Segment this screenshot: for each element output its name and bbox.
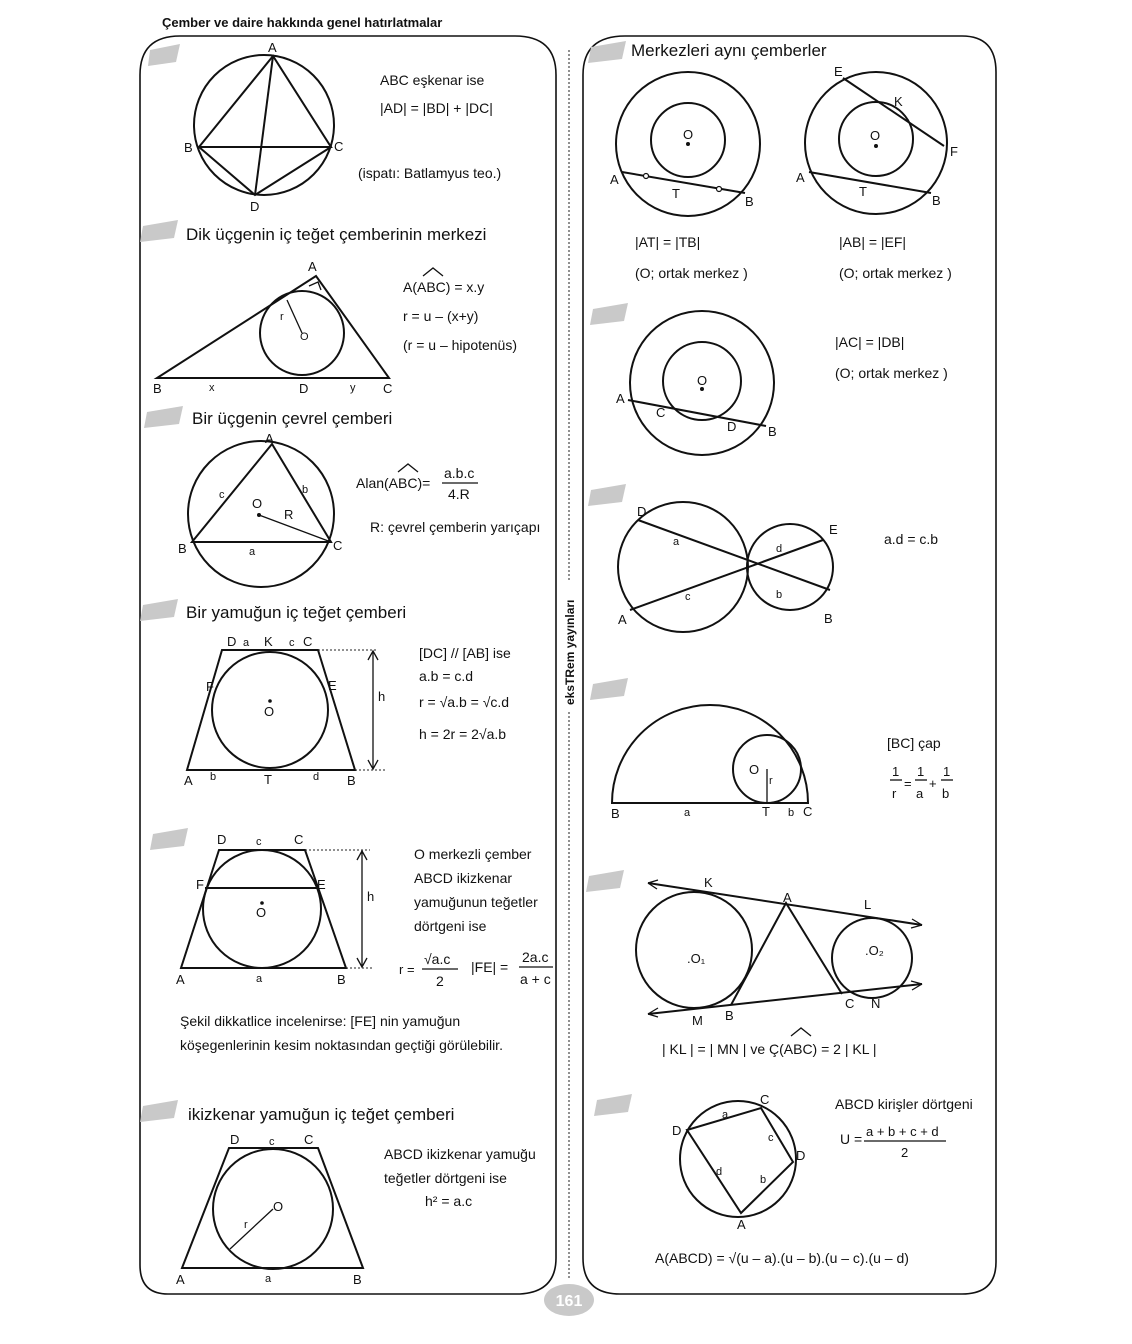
svg-text:D: D — [230, 1132, 240, 1147]
svg-text:O: O — [870, 128, 881, 143]
formula: √a.c — [424, 951, 451, 967]
svg-text:+: + — [929, 776, 937, 791]
svg-text:C: C — [294, 832, 304, 847]
svg-text:A: A — [610, 172, 619, 187]
svg-text:B: B — [337, 972, 346, 987]
svg-text:O: O — [300, 331, 309, 343]
svg-text:A: A — [308, 259, 317, 274]
figure-circumcircle — [178, 431, 342, 587]
page-number: 161 — [555, 1293, 583, 1310]
formula: (r = u – hipotenüs) — [403, 337, 518, 353]
side-label: eksTRem yayınları — [563, 599, 577, 705]
book-icon — [586, 870, 624, 892]
svg-text:c: c — [768, 1132, 774, 1144]
svg-text:A: A — [265, 431, 274, 446]
svg-text:A: A — [783, 890, 792, 905]
text-line: R: çevrel çemberin yarıçapı — [370, 519, 541, 535]
svg-text:O: O — [749, 762, 760, 777]
formula: Alan(ABC)= — [356, 475, 431, 491]
section-title: Dik üçgenin iç teğet çemberinin merkezi — [186, 225, 487, 244]
svg-text:A: A — [184, 773, 193, 788]
figure-trapezoid-incircle — [184, 634, 385, 788]
label: C — [334, 139, 344, 154]
svg-text:a: a — [243, 637, 250, 649]
figure-concentric-secant — [616, 311, 777, 455]
formula: 2 — [901, 1145, 909, 1160]
svg-text:b: b — [760, 1174, 767, 1186]
formula: U = — [840, 1131, 863, 1147]
figure-concentric-tangent — [610, 72, 760, 216]
svg-text:D: D — [217, 832, 227, 847]
note-line: Şekil dikkatlice incelenirse: [FE] nin yamuğun — [180, 1013, 461, 1029]
svg-text:D: D — [299, 381, 309, 396]
formula: a.b.c — [444, 465, 475, 481]
svg-text:E: E — [317, 877, 326, 892]
svg-text:b: b — [210, 771, 217, 783]
svg-text:C: C — [656, 405, 666, 420]
svg-text:M: M — [692, 1013, 703, 1028]
book-icon — [594, 1094, 632, 1116]
text-line: dörtgeni ise — [414, 918, 487, 934]
svg-text:r: r — [280, 311, 284, 323]
svg-text:c: c — [219, 489, 225, 501]
book-icon — [140, 1100, 178, 1122]
svg-text:C: C — [383, 381, 393, 396]
svg-text:A: A — [618, 612, 627, 627]
svg-text:b: b — [788, 807, 795, 819]
reciprocal-formula — [890, 764, 953, 801]
svg-text:C: C — [760, 1092, 770, 1107]
formula: a.d = c.b — [884, 531, 939, 547]
svg-text:F: F — [206, 679, 214, 694]
svg-text:F: F — [196, 877, 204, 892]
svg-text:1: 1 — [892, 764, 900, 779]
svg-text:h: h — [378, 689, 386, 704]
svg-text:K: K — [264, 634, 273, 649]
formula: a + b + c + d — [866, 1124, 939, 1139]
text-line: O merkezli çember — [414, 846, 532, 862]
section-title: Merkezleri aynı çemberler — [631, 41, 827, 60]
text-line: teğetler dörtgeni ise — [384, 1170, 507, 1186]
svg-text:y: y — [350, 382, 356, 394]
svg-text:.O₁: .O₁ — [687, 951, 706, 966]
svg-text:C: C — [303, 634, 313, 649]
figure-isosceles-trapezoid-fe — [176, 832, 374, 987]
svg-text:D: D — [637, 504, 647, 519]
svg-text:O: O — [697, 373, 708, 388]
formula: A(ABCD) = √(u – a).(u – b).(u – c).(u – d) — [655, 1250, 909, 1266]
svg-text:C: C — [845, 996, 855, 1011]
formula: |AT| = |TB| — [635, 234, 701, 250]
svg-text:c: c — [685, 591, 691, 603]
formula: a + c — [520, 971, 551, 987]
figure-semicircle-tangent — [611, 705, 812, 821]
svg-text:=: = — [904, 776, 912, 791]
book-icon — [588, 41, 626, 63]
svg-text:B: B — [353, 1272, 362, 1287]
svg-text:B: B — [611, 806, 620, 821]
svg-text:1: 1 — [943, 764, 951, 779]
svg-text:O: O — [252, 496, 263, 511]
book-icon — [590, 678, 628, 700]
svg-text:a: a — [684, 807, 691, 819]
svg-text:a: a — [916, 786, 924, 801]
formula: a.b = c.d — [419, 668, 474, 684]
section-title: ikizkenar yamuğun iç teğet çemberi — [188, 1105, 455, 1124]
svg-text:F: F — [950, 144, 958, 159]
figure-external-tangent-chords — [618, 502, 838, 632]
svg-text:a: a — [722, 1109, 729, 1121]
svg-text:r: r — [244, 1219, 248, 1231]
book-icon — [588, 484, 626, 506]
formula: 2 — [436, 973, 444, 989]
formula: | KL | = | MN | ve Ç(ABC) = 2 | KL | — [662, 1041, 877, 1057]
section-title: Bir yamuğun iç teğet çemberi — [186, 603, 407, 622]
svg-text:B: B — [347, 773, 356, 788]
text-line: ABCD ikizkenar — [414, 870, 513, 886]
svg-text:O: O — [683, 127, 694, 142]
svg-text:1: 1 — [917, 764, 925, 779]
svg-text:O: O — [264, 704, 275, 719]
figure-equilateral-ptolemy — [184, 40, 343, 214]
svg-text:B: B — [178, 541, 187, 556]
book-icon — [140, 220, 178, 242]
book-icon — [144, 406, 183, 428]
svg-text:r: r — [892, 786, 897, 801]
svg-text:B: B — [725, 1008, 734, 1023]
svg-text:c: c — [289, 637, 295, 649]
svg-text:O: O — [256, 905, 267, 920]
svg-text:D: D — [672, 1123, 682, 1138]
formula: [BC] çap — [887, 735, 941, 751]
svg-text:B: B — [768, 424, 777, 439]
svg-text:d: d — [313, 771, 320, 783]
svg-text:B: B — [932, 193, 941, 208]
label: B — [184, 140, 193, 155]
book-icon — [140, 599, 178, 621]
formula: h = 2r = 2√a.b — [419, 726, 507, 742]
svg-text:E: E — [834, 64, 843, 79]
text-line: (O; ortak merkez ) — [839, 265, 952, 281]
text-line: ABCD kirişler dörtgeni — [835, 1096, 973, 1112]
formula: A(ABC) = x.y — [403, 279, 485, 295]
formula: r = √a.b = √c.d — [419, 694, 510, 710]
section-title: Bir üçgenin çevrel çemberi — [192, 409, 393, 428]
figure-cyclic-quadrilateral — [672, 1092, 805, 1232]
svg-text:A: A — [616, 391, 625, 406]
page-header: Çember ve daire hakkında genel hatırlatmalar — [162, 15, 443, 30]
label: D — [250, 199, 260, 214]
svg-text:A: A — [176, 972, 185, 987]
figure-common-tangents — [636, 875, 922, 1028]
figure-right-triangle-incircle — [153, 259, 392, 396]
formula: h² = a.c — [425, 1193, 473, 1209]
svg-text:d: d — [716, 1166, 723, 1178]
formula: [DC] // [AB] ise — [419, 645, 511, 661]
book-icon — [150, 828, 188, 850]
svg-text:.O₂: .O₂ — [865, 943, 884, 958]
formula: r = u – (x+y) — [403, 308, 479, 324]
text-line: ABCD ikizkenar yamuğu — [384, 1146, 536, 1162]
formula: |AB| = |EF| — [839, 234, 907, 250]
text-line: (O; ortak merkez ) — [835, 365, 948, 381]
svg-text:N: N — [871, 996, 881, 1011]
svg-text:b: b — [942, 786, 950, 801]
svg-text:T: T — [264, 772, 272, 787]
book-icon — [148, 44, 180, 66]
svg-text:C: C — [304, 1132, 314, 1147]
hat-mark — [791, 1028, 811, 1036]
svg-text:b: b — [776, 589, 783, 601]
svg-text:b: b — [302, 484, 309, 496]
svg-text:E: E — [328, 678, 337, 693]
svg-text:a: a — [249, 546, 256, 558]
svg-text:a: a — [265, 1273, 272, 1285]
label: A — [268, 40, 277, 55]
svg-text:d: d — [776, 543, 783, 555]
svg-text:r: r — [769, 775, 773, 787]
figure-isosceles-trapezoid-incircle — [176, 1132, 363, 1287]
svg-text:D: D — [227, 634, 237, 649]
svg-text:B: B — [745, 194, 754, 209]
svg-text:a: a — [673, 536, 680, 548]
hat-mark — [398, 464, 418, 472]
svg-text:D: D — [796, 1148, 806, 1163]
svg-text:K: K — [704, 875, 713, 890]
formula: r = — [399, 962, 415, 977]
svg-text:C: C — [333, 538, 343, 553]
svg-text:A: A — [796, 170, 805, 185]
svg-text:B: B — [153, 381, 162, 396]
svg-text:O: O — [273, 1199, 284, 1214]
formula: |FE| = — [471, 959, 509, 975]
svg-text:a: a — [256, 973, 263, 985]
formula: 4.R — [448, 486, 470, 502]
book-icons — [140, 41, 632, 1122]
text-line: yamuğunun teğetler — [414, 894, 538, 910]
svg-text:L: L — [864, 897, 872, 912]
text-line: ABC eşkenar ise — [380, 72, 485, 88]
figure-concentric-equal-chords — [796, 64, 958, 214]
svg-text:D: D — [727, 419, 737, 434]
svg-text:K: K — [894, 94, 903, 109]
svg-text:h: h — [367, 889, 375, 904]
note-line: köşegenlerinin kesim noktasından geçtiği görülebilir. — [180, 1037, 503, 1053]
svg-text:T: T — [859, 184, 867, 199]
svg-text:c: c — [269, 1136, 275, 1148]
svg-text:x: x — [209, 382, 215, 394]
book-icon — [590, 303, 628, 325]
svg-text:C: C — [803, 804, 813, 819]
formula: |AC| = |DB| — [835, 334, 905, 350]
svg-text:A: A — [176, 1272, 185, 1287]
text-line: (O; ortak merkez ) — [635, 265, 748, 281]
formula: |AD| = |BD| + |DC| — [380, 100, 493, 116]
svg-text:T: T — [762, 804, 770, 819]
svg-text:T: T — [672, 186, 680, 201]
svg-text:A: A — [737, 1217, 746, 1232]
svg-text:R: R — [284, 507, 294, 522]
svg-text:E: E — [829, 522, 838, 537]
hat-mark — [423, 268, 443, 276]
formula: 2a.c — [522, 949, 549, 965]
svg-text:B: B — [824, 611, 833, 626]
svg-text:c: c — [256, 836, 262, 848]
text-line: (ispatı: Batlamyus teo.) — [358, 165, 502, 181]
